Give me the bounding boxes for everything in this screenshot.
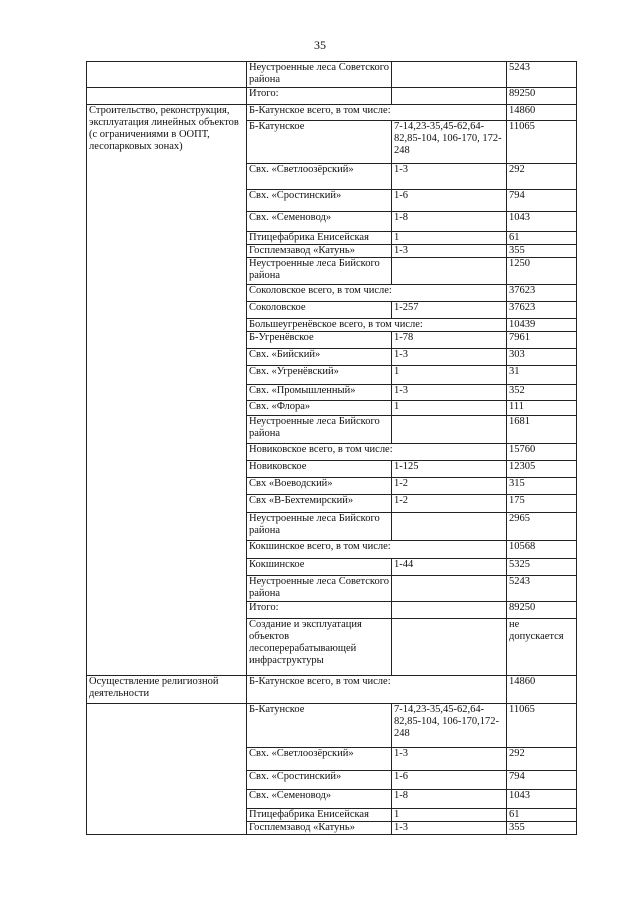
quarters-cell: 1-257	[392, 302, 507, 319]
activity-cell: Строительство, реконструкция, эксплуатация линейных объектов (с ограничениями в ООПТ, лесопарковых зонах)	[87, 105, 247, 676]
quarters-cell: 1-3	[392, 245, 507, 258]
forestry-cell: Свх. «Светлоозёрский»	[247, 748, 392, 771]
area-cell: 12305	[507, 461, 577, 478]
area-cell: 303	[507, 349, 577, 366]
quarters-cell: 1-3	[392, 164, 507, 190]
quarters-cell: 1	[392, 401, 507, 416]
area-cell: 11065	[507, 121, 577, 164]
area-cell: 37623	[507, 285, 577, 302]
forestry-cell: Неустроенные леса Бийского района	[247, 258, 392, 285]
area-cell: 1043	[507, 212, 577, 232]
area-cell: 7961	[507, 332, 577, 349]
quarters-cell: 1	[392, 809, 507, 822]
forestry-total-cell: Б-Катунское всего, в том числе:	[247, 105, 507, 121]
activity-cell: Создание и эксплуатация объектов лесоперерабатывающей инфраструктуры	[247, 619, 392, 676]
forestry-cell: Свх. «Флора»	[247, 401, 392, 416]
forestry-cell: Новиковское	[247, 461, 392, 478]
forestry-cell: Свх. «Семеновод»	[247, 212, 392, 232]
forestry-cell: Госплемзавод «Катунь»	[247, 245, 392, 258]
activity-cell	[87, 704, 247, 835]
quarters-cell	[392, 602, 507, 619]
table-row	[87, 105, 577, 121]
forestry-cell: Неустроенные леса Бийского района	[247, 513, 392, 541]
table-row	[87, 62, 577, 88]
quarters-cell: 1-6	[392, 771, 507, 790]
table-row	[87, 676, 577, 704]
forestry-cell: Птицефабрика Енисейская	[247, 232, 392, 245]
forestry-cell: Неустроенные леса Бийского района	[247, 416, 392, 444]
quarters-cell: 1-125	[392, 461, 507, 478]
area-cell: 355	[507, 822, 577, 835]
quarters-cell: 7-14,23-35,45-62,64-82,85-104, 106-170, 172-248	[392, 121, 507, 164]
area-cell: 175	[507, 495, 577, 513]
quarters-cell	[392, 576, 507, 602]
forestry-cell: Госплемзавод «Катунь»	[247, 822, 392, 835]
quarters-cell: 1-6	[392, 190, 507, 212]
forestry-cell	[392, 619, 507, 676]
area-cell: 355	[507, 245, 577, 258]
quarters-cell: 7-14,23-35,45-62,64-82,85-104, 106-170,172-248	[392, 704, 507, 748]
forestry-cell: Кокшинское	[247, 559, 392, 576]
forestry-cell: Свх. «Семеновод»	[247, 790, 392, 809]
forestry-cell: Свх. «Угренёвский»	[247, 366, 392, 385]
forestry-cell: Свх. «Светлоозёрский»	[247, 164, 392, 190]
quarters-cell: не допускается	[507, 619, 577, 676]
activity-cell	[87, 62, 247, 88]
quarters-cell: 1-78	[392, 332, 507, 349]
forestry-cell: Б-Катунское	[247, 704, 392, 748]
forestry-cell: Неустроенные леса Советского района	[247, 62, 392, 88]
area-cell: 794	[507, 771, 577, 790]
area-cell: 11065	[507, 704, 577, 748]
quarters-cell: 1-2	[392, 478, 507, 495]
forestry-cell: Свх. «Бийский»	[247, 349, 392, 366]
area-cell: 89250	[507, 88, 577, 105]
forestry-cell: Свх «В-Бехтемирский»	[247, 495, 392, 513]
forestry-total-cell: Б-Катунское всего, в том числе:	[247, 676, 507, 704]
quarters-cell: 1-3	[392, 385, 507, 401]
forestry-cell: Свх «Воеводский»	[247, 478, 392, 495]
quarters-cell: 1-3	[392, 822, 507, 835]
area-cell: 5325	[507, 559, 577, 576]
area-cell: 352	[507, 385, 577, 401]
area-cell: 61	[507, 809, 577, 822]
quarters-cell	[392, 258, 507, 285]
table-row	[87, 88, 577, 105]
area-cell: 5243	[507, 576, 577, 602]
page-number: 35	[314, 38, 326, 52]
forestry-total-cell: Новиковское всего, в том числе:	[247, 444, 507, 461]
area-cell: 315	[507, 478, 577, 495]
forestry-cell: Неустроенные леса Советского района	[247, 576, 392, 602]
quarters-cell: 1-8	[392, 790, 507, 809]
quarters-cell: 1	[392, 366, 507, 385]
area-cell: 292	[507, 164, 577, 190]
forestry-cell: Свх. «Сростинский»	[247, 771, 392, 790]
forestry-total-cell: Соколовское всего, в том числе:	[247, 285, 507, 302]
area-cell: 37623	[507, 302, 577, 319]
area-cell: 1250	[507, 258, 577, 285]
quarters-cell: 1-3	[392, 349, 507, 366]
quarters-cell: 1-2	[392, 495, 507, 513]
area-cell: 14860	[507, 676, 577, 704]
area-cell: 2965	[507, 513, 577, 541]
quarters-cell: 1-3	[392, 748, 507, 771]
area-cell: 10439	[507, 319, 577, 332]
area-cell: 292	[507, 748, 577, 771]
activity-cell	[87, 88, 247, 105]
forestry-cell: Свх. «Сростинский»	[247, 190, 392, 212]
area-cell: 14860	[507, 105, 577, 121]
table-row	[87, 704, 577, 748]
forestry-cell: Птицефабрика Енисейская	[247, 809, 392, 822]
forestry-cell: Свх. «Промышленный»	[247, 385, 392, 401]
quarters-cell: 1	[392, 232, 507, 245]
forestry-cell: Б-Угренёвское	[247, 332, 392, 349]
forestry-cell: Б-Катунское	[247, 121, 392, 164]
area-cell: 10568	[507, 541, 577, 559]
forestry-cell: Соколовское	[247, 302, 392, 319]
area-cell: 15760	[507, 444, 577, 461]
area-cell: 31	[507, 366, 577, 385]
forest-use-table	[86, 61, 577, 835]
forestry-total-cell: Кокшинское всего, в том числе:	[247, 541, 507, 559]
quarters-cell: 1-8	[392, 212, 507, 232]
activity-cell: Осуществление религиозной деятельности	[87, 676, 247, 704]
forestry-cell: Итого:	[247, 88, 392, 105]
quarters-cell: 1-44	[392, 559, 507, 576]
area-cell: 111	[507, 401, 577, 416]
quarters-cell	[392, 62, 507, 88]
area-cell: 1681	[507, 416, 577, 444]
area-cell: 89250	[507, 602, 577, 619]
quarters-cell	[392, 416, 507, 444]
forestry-cell: Итого:	[247, 602, 392, 619]
quarters-cell	[392, 88, 507, 105]
area-cell: 61	[507, 232, 577, 245]
quarters-cell	[392, 513, 507, 541]
forestry-total-cell: Большеугренёвское всего, в том числе:	[247, 319, 507, 332]
area-cell: 1043	[507, 790, 577, 809]
area-cell: 794	[507, 190, 577, 212]
area-cell: 5243	[507, 62, 577, 88]
